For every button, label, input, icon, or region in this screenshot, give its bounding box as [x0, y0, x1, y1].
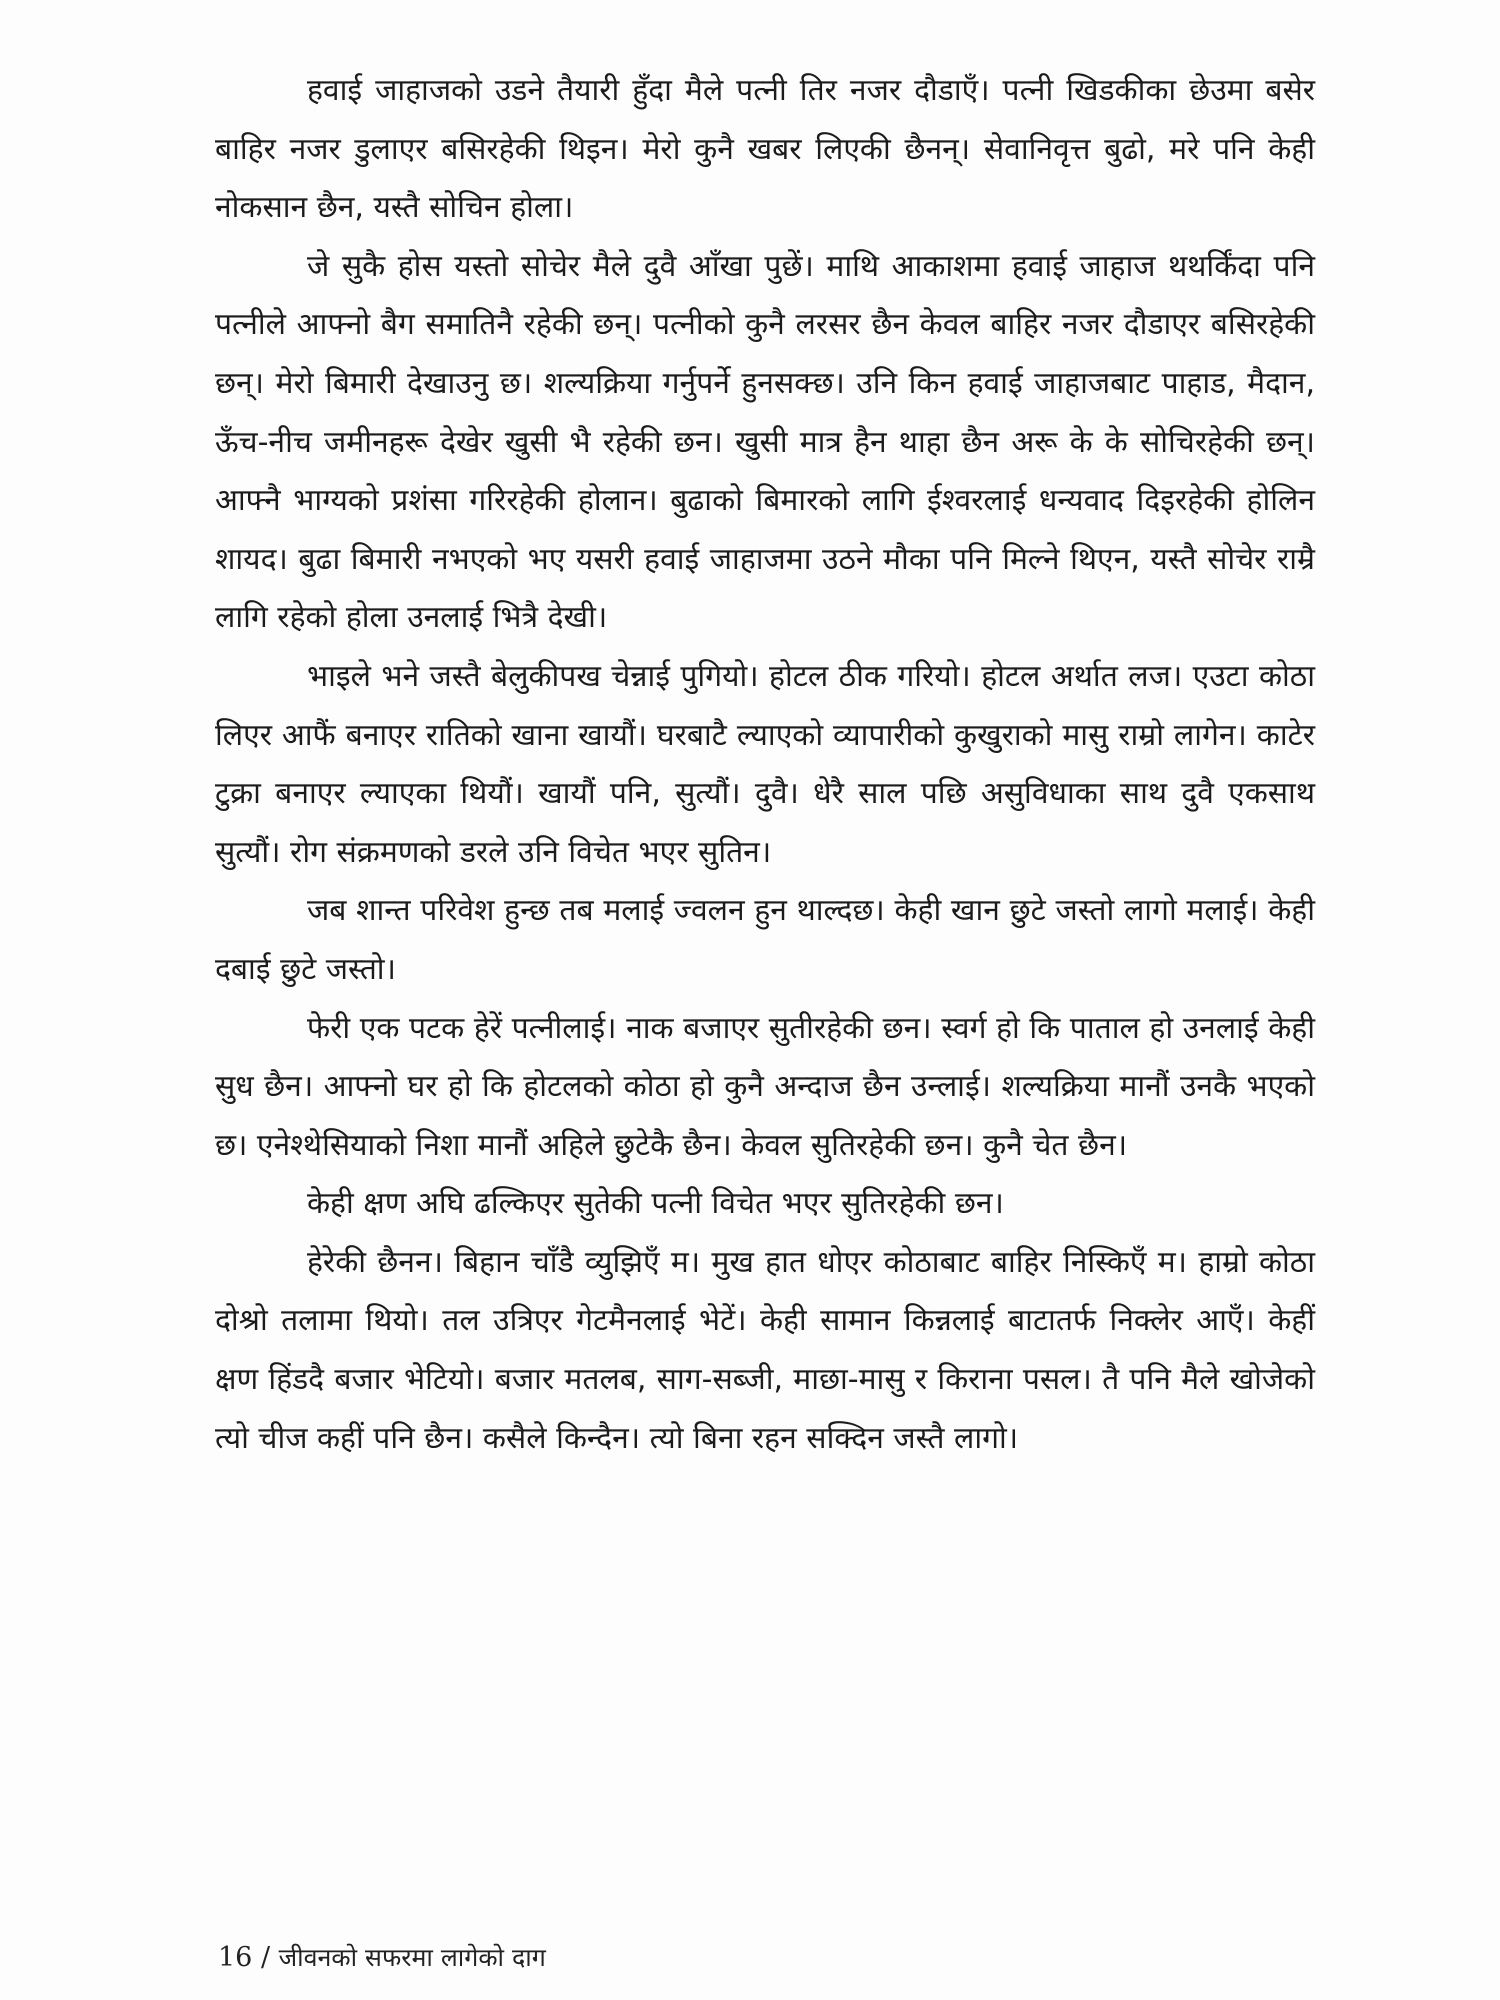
paragraph-7: हेरेकी छैनन। बिहान चाँडै व्युझिएँ म। मुख हात धोएर कोठाबाट बाहिर निस्किएँ म। हाम्रो कोठा दोश्रो तलामा थियो। तल उत्रिएर गेटमैनलाई भेटें। केही सामान किन्नलाई बाटातर्फ निक्लेर आएँ। केहीं क्षण हिंडदै बजार भेटियो। बजार मतलब, साग-सब्जी, माछा-मासु र किराना पसल। तै पनि मैले खोजेको त्यो चीज कहीं पनि छैन। कसैले किन्दैन। त्यो बिना रहन सक्दिन जस्तै लागो। [215, 1244, 1315, 1456]
paragraph-6: केही क्षण अघि ढल्किएर सुतेकी पत्नी विचेत भएर सुतिरहेकी छन। [307, 1186, 1004, 1222]
paragraph-3: भाइले भने जस्तै बेलुकीपख चेन्नाई पुगियो। होटल ठीक गरियो। होटल अर्थात लज। एउटा कोठा लिएर आफैं बनाएर रातिको खाना खायौं। घरबाटै ल्याएको व्यापारीको कुखुराको मासु राम्रो लागेन। काटेर टुक्रा बनाएर ल्याएका थियौं। खायौं पनि, सुत्यौं। दुवै। धेरै साल पछि असुविधाका साथ दुवै एकसाथ सुत्यौं। रोग संक्रमणको डरले उनि विचेत भएर सुतिन। [215, 658, 1316, 870]
paragraph-2: जे सुकै होस यस्तो सोचेर मैले दुवै आँखा पुछें। माथि आकाशमा हवाई जाहाज थथर्किंदा पनि पत्नीले आफ्नो बैग समातिनै रहेकी छन्। पत्नीको कुनै लरसर छैन केवल बाहिर नजर दौडाएर बसिरहेकी छन्। मेरो बिमारी देखाउनु छ। शल्यक्रिया गर्नुपर्ने हुनसक्छ। उनि किन हवाई जाहाजबाट पाहाड, मैदान, ऊँच-नीच जमीनहरू देखेर खुसी भै रहेकी छन। खुसी मात्र हैन थाहा छैन अरू के के सोचिरहेकी छन्। आफ्नै भाग्यको प्रशंसा गरिरहेकी होलान। बुढाको बिमारको लागि ईश्वरलाई धन्यवाद दिइरहेकी होलिन शायद। बुढा बिमारी नभएको भए यसरी हवाई जाहाजमा उठने मौका पनि मिल्ने थिएन, यस्तै सोचेर राम्रै लागि रहेको होला उनलाई भित्रै देखी। [215, 248, 1315, 636]
paragraph-5: फेरी एक पटक हेरें पत्नीलाई। नाक बजाएर सुतीरहेकी छन। स्वर्ग हो कि पाताल हो उनलाई केही सुध छैन। आफ्नो घर हो कि होटलको कोठा हो कुनै अन्दाज छैन उन्लाई। शल्यक्रिया मानौं उनकै भएको छ। एनेश्थेसियाको निशा मानौं अहिले छुटेकै छैन। केवल सुतिरहेकी छन। कुनै चेत छैन। [215, 1010, 1315, 1163]
footer-separator: / [252, 1942, 279, 1973]
page-footer [218, 1940, 546, 1974]
body-text [215, 62, 1315, 1468]
book-title: जीवनको सफरमा लागेको दाग [278, 1943, 546, 1972]
paragraph-4: जब शान्त परिवेश हुन्छ तब मलाई ज्वलन हुन थाल्दछ। केही खान छुटे जस्तो लागो मलाई। केही दबाई छुटे जस्तो। [215, 893, 1315, 987]
page-number: 16 [218, 1942, 253, 1973]
paragraph-1: हवाई जाहाजको उडने तैयारी हुँदा मैले पत्नी तिर नजर दौडाएँ। पत्नी खिडकीका छेउमा बसेर बाहिर नजर डुलाएर बसिरहेकी थिइन। मेरो कुनै खबर लिएकी छैनन्। सेवानिवृत्त बुढो, मरे पनि केही नोकसान छैन, यस्तै सोचिन होला। [215, 73, 1315, 226]
